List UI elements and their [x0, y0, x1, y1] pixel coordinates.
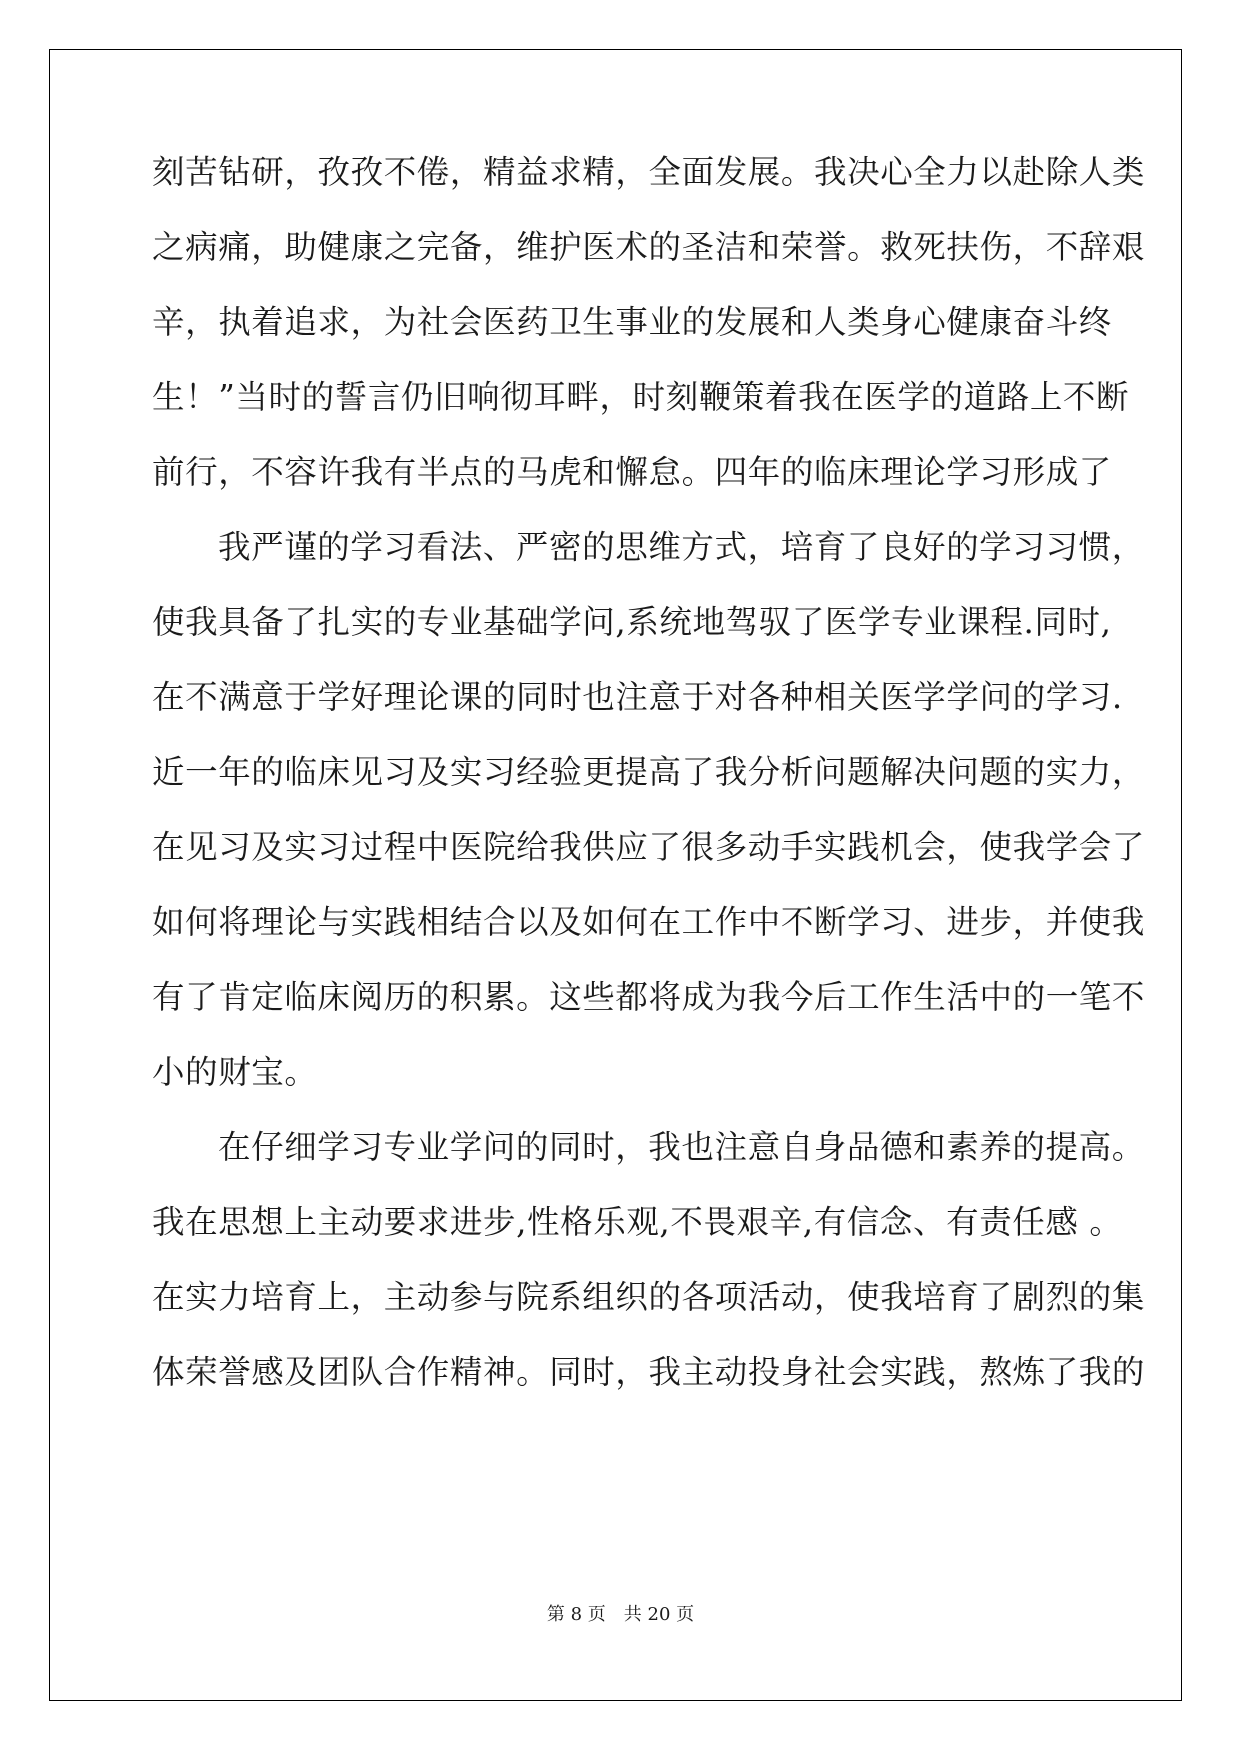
text-line: 小的财宝。 — [152, 1053, 318, 1091]
text-line: 刻苦钻研，孜孜不倦，精益求精，全面发展。我决心全力以赴除人类 — [152, 153, 1146, 191]
page-border — [49, 49, 1182, 1701]
text-line: 体荣誉感及团队合作精神。同时，我主动投身社会实践，熬炼了我的 — [152, 1353, 1146, 1391]
text-line: 辛，执着追求，为社会医药卫生事业的发展和人类身心健康奋斗终 — [152, 303, 1112, 341]
text-line: 在仔细学习专业学问的同时，我也注意自身品德和素养的提高。 — [218, 1128, 1145, 1166]
text-line: 有了肯定临床阅历的积累。这些都将成为我今后工作生活中的一笔不 — [152, 978, 1146, 1016]
text-line: 我在思想上主动要求进步,性格乐观,不畏艰辛,有信念、有责任感 。 — [152, 1203, 1123, 1241]
text-line: 在实力培育上，主动参与院系组织的各项活动，使我培育了剧烈的集 — [152, 1278, 1146, 1316]
text-line: 使我具备了扎实的专业基础学问,系统地驾驭了医学专业课程.同时, — [152, 603, 1112, 641]
text-line: 如何将理论与实践相结合以及如何在工作中不断学习、进步，并使我 — [152, 903, 1146, 941]
text-line: 我严谨的学习看法、严密的思维方式，培育了良好的学习习惯， — [218, 528, 1145, 566]
page-number-footer: 第 8 页 共 20 页 — [546, 1604, 695, 1625]
text-line: 之病痛，助健康之完备，维护医术的圣洁和荣誉。救死扶伤，不辞艰 — [152, 228, 1146, 266]
text-line: 在见习及实习过程中医院给我供应了很多动手实践机会，使我学会了 — [152, 828, 1146, 866]
text-line: 近一年的临床见习及实习经验更提高了我分析问题解决问题的实力， — [152, 753, 1146, 791]
text-line: 前行，不容许我有半点的马虎和懈怠。四年的临床理论学习形成了 — [152, 453, 1112, 491]
text-line: 在不满意于学好理论课的同时也注意于对各种相关医学学问的学习. — [152, 678, 1123, 716]
text-line: 生！”当时的誓言仍旧响彻耳畔，时刻鞭策着我在医学的道路上不断 — [152, 378, 1130, 416]
